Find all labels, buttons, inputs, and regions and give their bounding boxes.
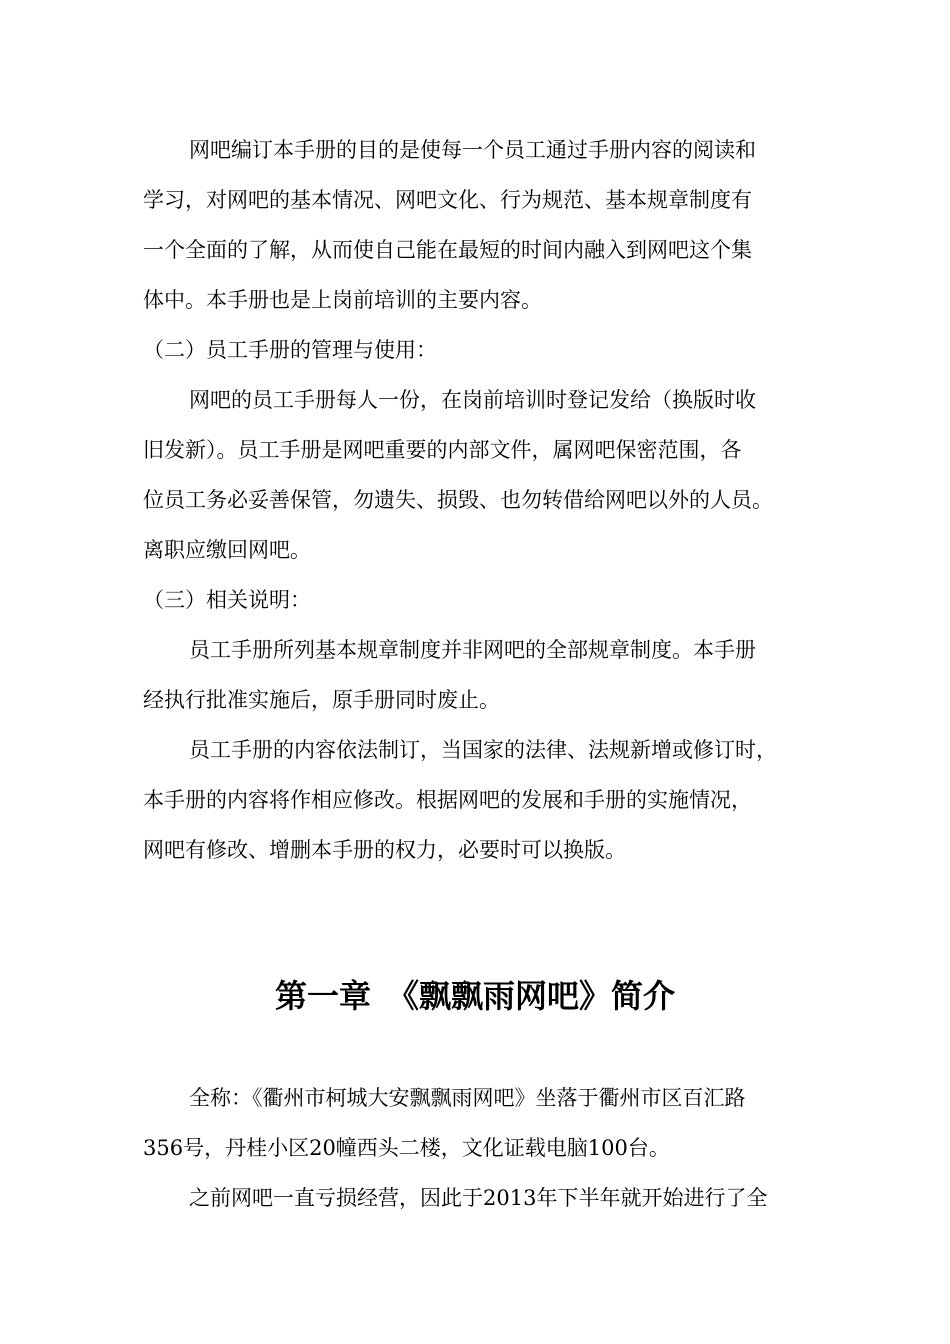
intro-para1-line3: 一个全面的了解，从而使自己能在最短的时间内融入到网吧这个集 [143, 238, 752, 262]
intro-para4-line2: 本手册的内容将作相应修改。根据网吧的发展和手册的实施情况， [143, 788, 752, 812]
chapter-title: 第一章 《飘飘雨网吧》简介 [274, 977, 675, 1015]
section-heading-notes: （三）相关说明： [143, 588, 311, 612]
intro-para3-line2: 经执行批准实施后，原手册同时废止。 [143, 688, 500, 712]
intro-para4-line1: 员工手册的内容依法制订，当国家的法律、法规新增或修订时， [189, 738, 777, 762]
intro-para3-line1: 员工手册所列基本规章制度并非网吧的全部规章制度。本手册 [189, 638, 756, 662]
chapter1-para2-line1: 之前网吧一直亏损经营，因此于2013年下半年就开始进行了全 [189, 1186, 768, 1210]
intro-para2-line4: 离职应缴回网吧。 [143, 538, 311, 562]
intro-para2-line2: 旧发新）。员工手册是网吧重要的内部文件，属网吧保密范围，各 [143, 438, 742, 462]
intro-para2-line1: 网吧的员工手册每人一份，在岗前培训时登记发给（换版时收 [189, 388, 756, 412]
chapter1-para1-line2: 356号，丹桂小区20幢西头二楼，文化证载电脑100台。 [143, 1136, 670, 1160]
intro-para4-line3: 网吧有修改、增删本手册的权力，必要时可以换版。 [143, 838, 626, 862]
intro-para1-line2: 学习，对网吧的基本情况、网吧文化、行为规范、基本规章制度有 [143, 188, 752, 212]
intro-para2-line3: 位员工务必妥善保管，勿遗失、损毁、也勿转借给网吧以外的人员。 [143, 488, 773, 512]
intro-para1-line4: 体中。本手册也是上岗前培训的主要内容。 [143, 288, 542, 312]
section-heading-management: （二）员工手册的管理与使用： [143, 338, 437, 362]
intro-para1-line1: 网吧编订本手册的目的是使每一个员工通过手册内容的阅读和 [189, 138, 756, 162]
chapter1-para1-line1: 全称：《衢州市柯城大安飘飘雨网吧》坐落于衢州市区百汇路 [189, 1086, 746, 1110]
